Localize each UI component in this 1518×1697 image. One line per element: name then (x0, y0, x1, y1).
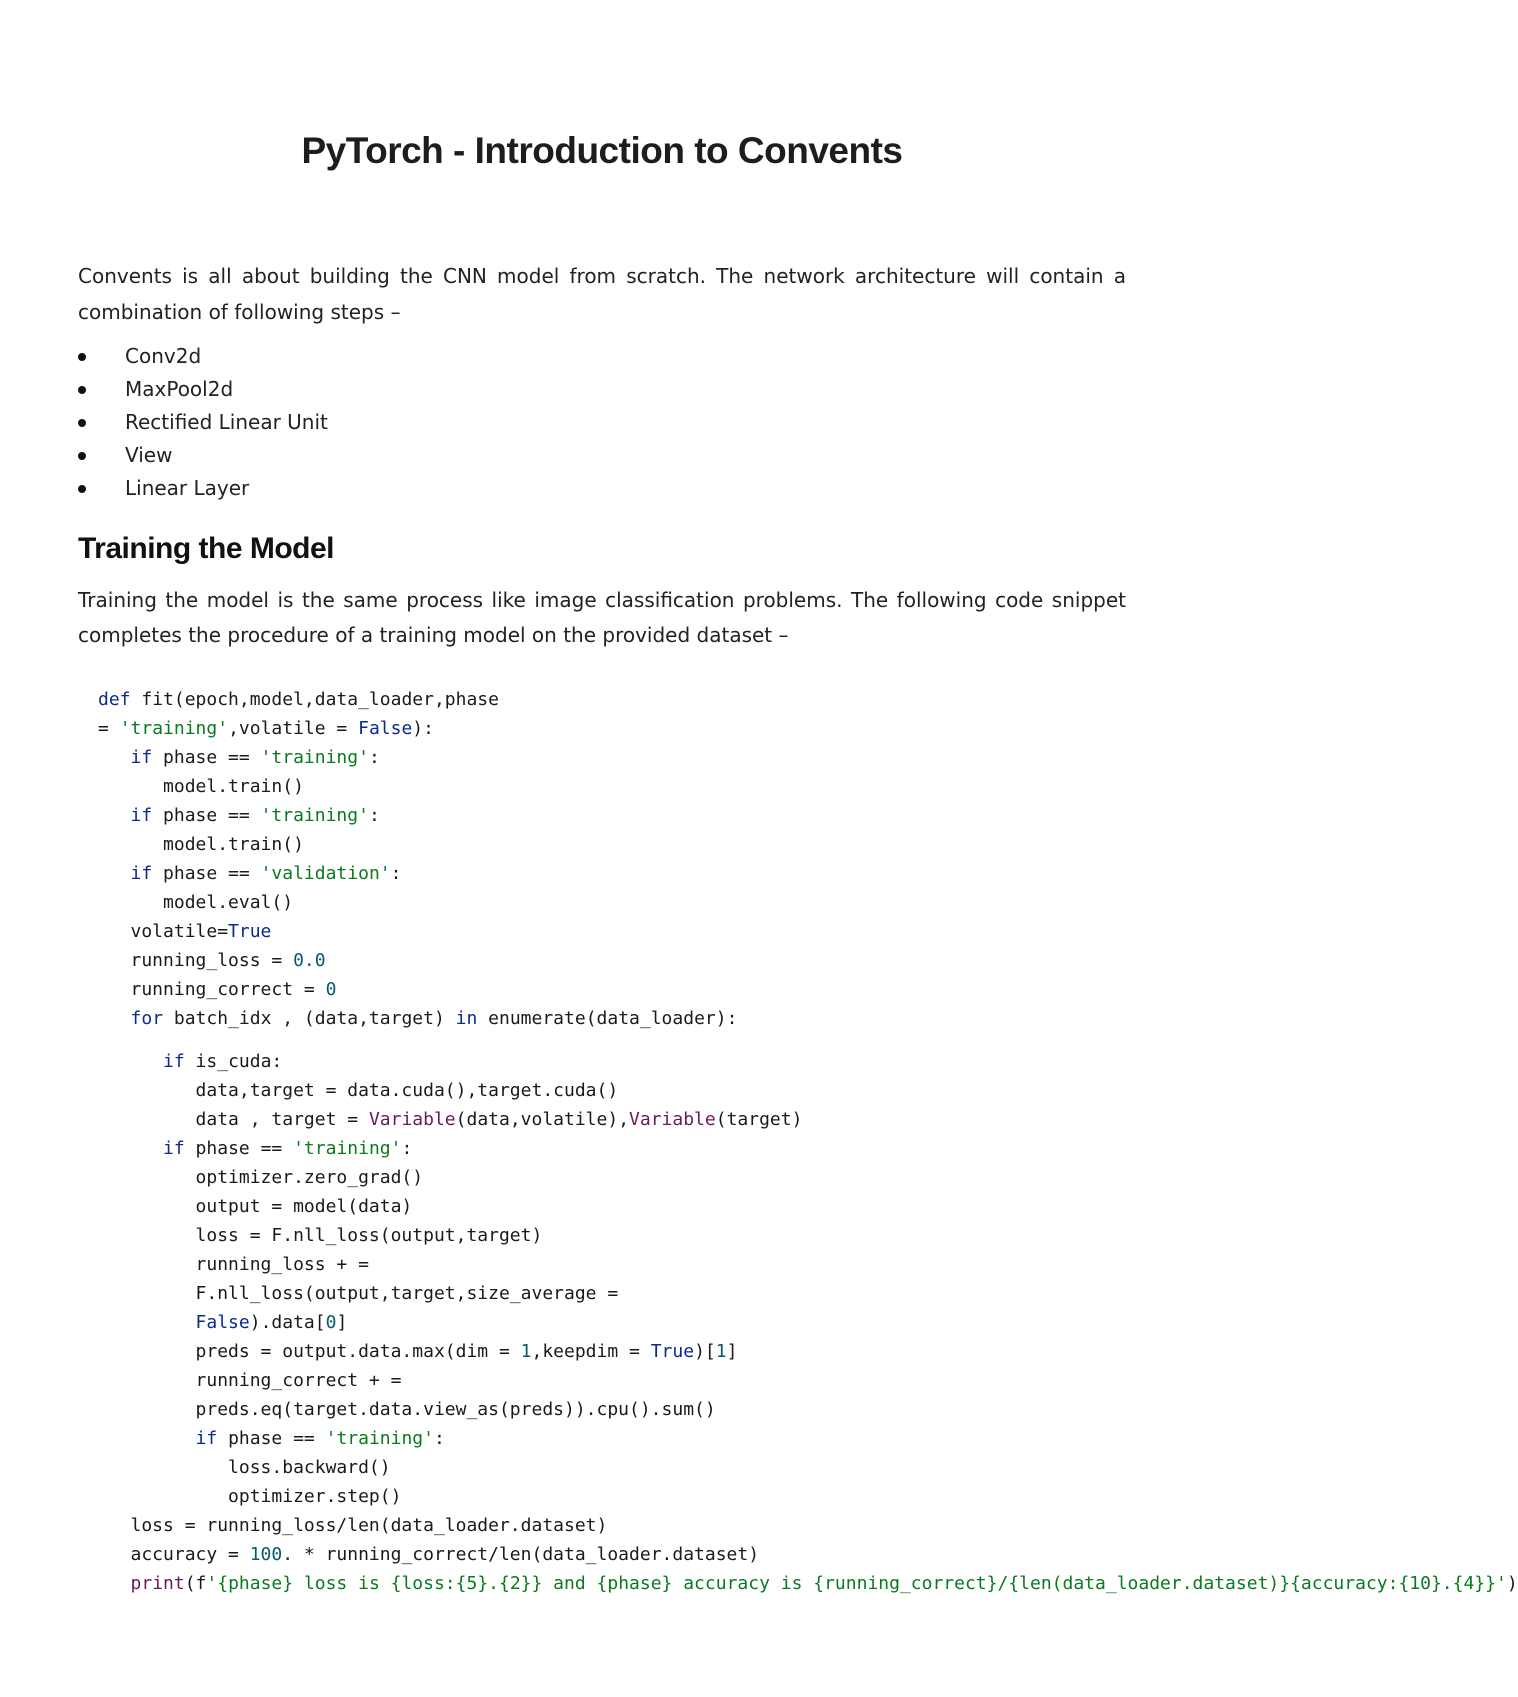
list-item (78, 373, 328, 406)
step-label: Rectified Linear Unit (125, 410, 328, 434)
steps-list (78, 340, 328, 505)
code-line: running_correct = 0 (98, 979, 337, 1000)
page-title: PyTorch - Introduction to Convents (301, 130, 903, 171)
step-label: MaxPool2d (125, 377, 234, 401)
code-line: model.eval() (98, 892, 294, 913)
code-line: print(f'{phase} loss is {loss:{5}.{2}} and {phase} accuracy is {running_correct}/{len(data_loader.dataset)}{accuracy:{10}.{4}}') (130, 1573, 1518, 1594)
code-line: = 'training',volatile = False): (98, 718, 434, 739)
code-line: running_loss + = (98, 1254, 369, 1275)
code-line: preds = output.data.max(dim = 1,keepdim = True)[1] (98, 1341, 738, 1362)
document-page (78, 0, 1518, 1697)
list-item (78, 406, 328, 439)
code-line: if is_cuda: (163, 1051, 283, 1072)
intro-paragraph: Convents is all about building the CNN model from scratch. The network architecture will contain a combination of following steps – (78, 264, 1126, 324)
code-line: loss.backward() (98, 1457, 391, 1478)
list-item (78, 439, 328, 472)
code-line: loss = F.nll_loss(output,target) (98, 1225, 543, 1246)
bullet-icon (78, 485, 86, 493)
list-item (78, 472, 328, 505)
code-line: preds.eq(target.data.view_as(preds)).cpu().sum() (98, 1399, 716, 1420)
code-line: if phase == 'training': (163, 1138, 413, 1159)
step-label: Linear Layer (125, 476, 250, 500)
code-line: False).data[0] (195, 1312, 348, 1333)
code-line: if phase == 'validation': (130, 863, 402, 884)
step-label: Conv2d (125, 344, 202, 368)
code-line: data,target = data.cuda(),target.cuda() (98, 1080, 619, 1101)
list-item (78, 340, 328, 373)
code-line: for batch_idx , (data,target) in enumerate(data_loader): (130, 1008, 738, 1029)
code-line: data , target = Variable(data,volatile),Variable(target) (98, 1109, 803, 1130)
bullet-icon (78, 452, 86, 460)
code-line: model.train() (98, 776, 304, 797)
code-line: output = model(data) (98, 1196, 413, 1217)
bullet-icon (78, 419, 86, 427)
code-line: optimizer.step() (98, 1486, 402, 1507)
code-line: running_loss = 0.0 (98, 950, 326, 971)
code-line: F.nll_loss(output,target,size_average = (98, 1283, 619, 1304)
bullet-icon (78, 353, 86, 361)
training-paragraph: Training the model is the same process like image classification problems. The following code snippet completes the procedure of a training model on the provided dataset – (78, 588, 1126, 647)
code-line: loss = running_loss/len(data_loader.dataset) (98, 1515, 608, 1536)
code-line: if phase == 'training': (130, 747, 380, 768)
code-line: if phase == 'training': (195, 1428, 445, 1449)
code-line: running_correct + = (98, 1370, 402, 1391)
code-line: def fit(epoch,model,data_loader,phase (98, 689, 499, 710)
code-line: optimizer.zero_grad() (98, 1167, 424, 1188)
code-line: if phase == 'training': (130, 805, 380, 826)
step-label: View (125, 443, 173, 467)
section-heading-training: Training the Model (78, 532, 335, 565)
code-line: accuracy = 100. * running_correct/len(data_loader.dataset) (98, 1544, 760, 1565)
code-line: volatile=True (98, 921, 272, 942)
bullet-icon (78, 386, 86, 394)
code-snippet (98, 685, 1518, 1645)
code-line: model.train() (98, 834, 304, 855)
